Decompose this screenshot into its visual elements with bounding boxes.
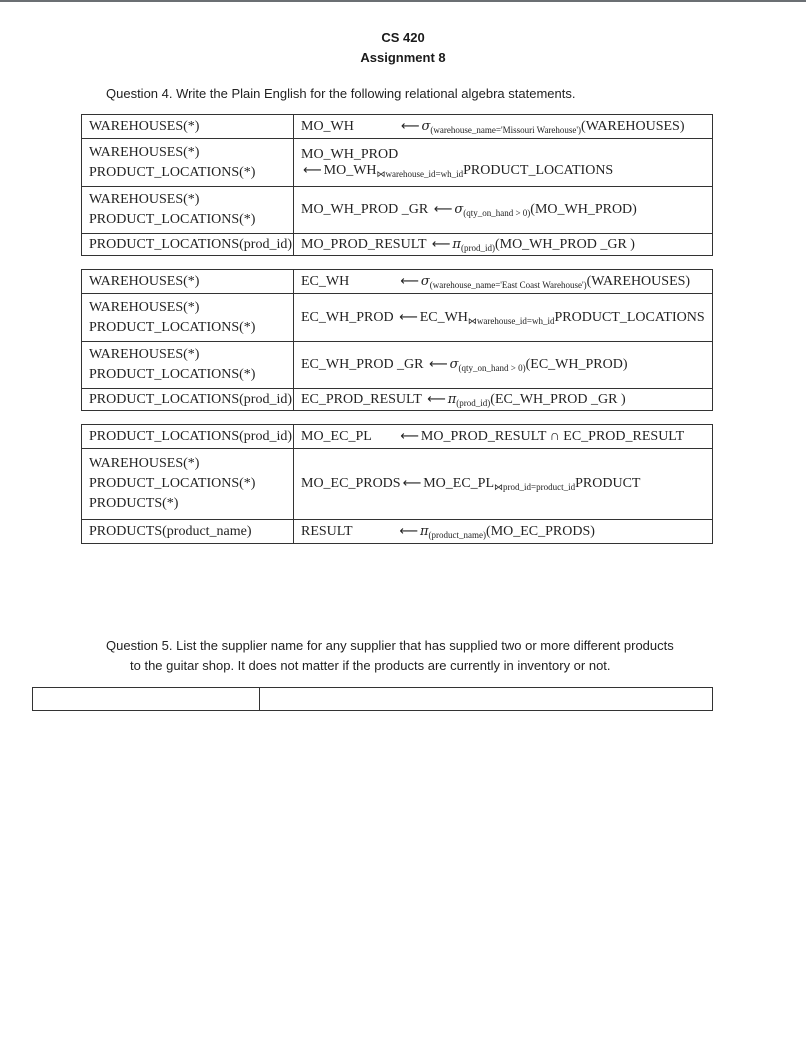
select-operator: σ	[449, 357, 459, 372]
schema-text: PRODUCT_LOCATIONS(*)	[89, 164, 256, 180]
ra-table-combined	[81, 424, 713, 544]
expression-cell	[294, 294, 713, 342]
assign-arrow-icon: ⟵	[303, 162, 322, 178]
relation-name: MO_WH_PROD	[301, 146, 399, 162]
question-5-line-2: to the guitar shop. It does not matter if the products are currently in inventory or not.	[130, 658, 611, 673]
table-row	[82, 342, 713, 389]
schema-cell	[82, 115, 294, 139]
schema-cell	[82, 187, 294, 234]
relation-name: MO_EC_PL	[423, 476, 495, 491]
relation-name: MO_WH	[301, 118, 354, 134]
operand: PRODUCT	[575, 476, 641, 491]
table-row	[82, 187, 713, 234]
join-operator: ⋈	[494, 482, 504, 492]
operand: PRODUCT_LOCATIONS	[554, 309, 705, 325]
schema-cell	[82, 425, 294, 449]
condition: (qty_on_hand > 0)	[463, 208, 531, 218]
assign-arrow-icon: ⟵	[399, 523, 418, 539]
answer-cell-right[interactable]	[260, 688, 712, 710]
relation-name: MO_WH_PROD _GR	[301, 202, 429, 217]
expression-cell	[294, 139, 713, 187]
operand: (WAREHOUSES)	[586, 273, 691, 289]
schema-text: PRODUCT_LOCATIONS(prod_id)	[89, 236, 292, 252]
operand: (EC_WH_PROD _GR )	[490, 391, 626, 407]
operand: (MO_EC_PRODS)	[486, 523, 595, 539]
project-operator: π	[452, 236, 461, 252]
relation-name: EC_PROD_RESULT	[301, 391, 422, 407]
select-operator: σ	[421, 118, 431, 134]
answer-cell-left[interactable]	[33, 688, 260, 710]
table-row	[82, 520, 713, 544]
relation-name: EC_WH_PROD _GR	[301, 357, 424, 372]
table-row	[82, 449, 713, 520]
assign-arrow-icon: ⟵	[431, 236, 451, 252]
expression-cell	[294, 520, 713, 544]
schema-cell	[82, 294, 294, 342]
condition: (product_name)	[428, 529, 487, 540]
join-operator: ⋈	[376, 168, 386, 179]
table-row	[82, 425, 713, 449]
expression-cell	[294, 270, 713, 294]
operand: PRODUCT_LOCATIONS	[463, 162, 614, 178]
relation-name: MO_PROD_RESULT	[301, 236, 427, 252]
schema-cell	[82, 139, 294, 187]
course-title: CS 420	[381, 30, 425, 45]
expression-cell	[294, 389, 713, 411]
table-row	[82, 389, 713, 411]
expression-cell	[294, 115, 713, 139]
relation-name: RESULT	[301, 523, 353, 539]
schema-text: WAREHOUSES(*)	[89, 347, 200, 362]
select-operator: σ	[454, 202, 464, 217]
condition: warehouse_id=wh_id	[385, 168, 464, 179]
condition: prod_id=product_id	[503, 482, 576, 492]
schema-cell	[82, 520, 294, 544]
schema-text: PRODUCT_LOCATIONS(prod_id)	[89, 428, 292, 444]
schema-text: PRODUCTS(product_name)	[89, 523, 252, 539]
project-operator: π	[420, 523, 429, 539]
assign-arrow-icon: ⟵	[429, 357, 448, 372]
assign-arrow-icon: ⟵	[427, 391, 446, 407]
table-row	[82, 234, 713, 256]
relation-name: MO_EC_PRODS	[301, 476, 401, 491]
relation-name: EC_WH	[301, 273, 350, 289]
table-row	[82, 115, 713, 139]
answer-table	[32, 687, 713, 711]
expression-cell	[294, 187, 713, 234]
schema-text: WAREHOUSES(*)	[89, 273, 200, 289]
schema-text: PRODUCTS(*)	[89, 496, 179, 511]
expression-cell	[294, 449, 713, 520]
project-operator: π	[447, 391, 457, 407]
condition: (prod_id)	[456, 397, 491, 408]
table-row	[82, 270, 713, 294]
schema-cell	[82, 270, 294, 294]
condition: (warehouse_name='East Coast Warehouse')	[429, 279, 587, 290]
table-row	[82, 294, 713, 342]
operand: (EC_WH_PROD)	[525, 357, 628, 372]
question-4-prompt: Question 4. Write the Plain English for the following relational algebra statements.	[106, 86, 576, 101]
assign-arrow-icon: ⟵	[399, 309, 418, 325]
assign-arrow-icon: ⟵	[400, 118, 420, 134]
schema-text: WAREHOUSES(*)	[89, 456, 200, 471]
expression-cell	[294, 342, 713, 389]
ra-table-missouri	[81, 114, 713, 256]
condition: (qty_on_hand > 0)	[458, 363, 526, 373]
schema-cell	[82, 389, 294, 411]
schema-cell	[82, 342, 294, 389]
relation-name: EC_WH_PROD	[301, 309, 394, 325]
schema-text: PRODUCT_LOCATIONS(*)	[89, 212, 256, 227]
schema-text: PRODUCT_LOCATIONS(*)	[89, 319, 256, 335]
schema-cell	[82, 234, 294, 256]
assign-arrow-icon: ⟵	[400, 428, 419, 444]
assignment-title: Assignment 8	[360, 50, 446, 65]
condition: (prod_id)	[460, 242, 495, 253]
expression-cell	[294, 234, 713, 256]
ra-table-east-coast	[81, 269, 713, 411]
top-border	[0, 0, 806, 2]
schema-text: WAREHOUSES(*)	[89, 299, 200, 315]
condition: (warehouse_name='Missouri Warehouse')	[430, 124, 582, 135]
assign-arrow-icon: ⟵	[433, 202, 453, 217]
assign-arrow-icon: ⟵	[402, 476, 422, 491]
schema-cell	[82, 449, 294, 520]
operand: (WAREHOUSES)	[581, 118, 685, 134]
question-5-line-1: Question 5. List the supplier name for any supplier that has supplied two or more different products	[106, 638, 674, 653]
operand: (MO_WH_PROD _GR )	[494, 236, 635, 252]
relation-name: MO_EC_PL	[301, 428, 372, 444]
schema-text: PRODUCT_LOCATIONS(*)	[89, 476, 256, 491]
condition: warehouse_id=wh_id	[476, 315, 555, 326]
intersection-expression: MO_PROD_RESULT ∩ EC_PROD_RESULT	[420, 428, 685, 444]
expression-cell	[294, 425, 713, 449]
table-row	[82, 139, 713, 187]
schema-text: WAREHOUSES(*)	[89, 118, 200, 134]
relation-name: MO_WH	[323, 162, 377, 178]
schema-text: PRODUCT_LOCATIONS(prod_id)	[89, 391, 292, 407]
assign-arrow-icon: ⟵	[400, 273, 419, 289]
operand: (MO_WH_PROD)	[530, 202, 637, 217]
join-operator: ⋈	[467, 315, 477, 326]
select-operator: σ	[420, 273, 430, 289]
schema-text: WAREHOUSES(*)	[89, 144, 200, 160]
schema-text: PRODUCT_LOCATIONS(*)	[89, 367, 256, 382]
relation-name: EC_WH	[419, 309, 468, 325]
schema-text: WAREHOUSES(*)	[89, 192, 200, 207]
